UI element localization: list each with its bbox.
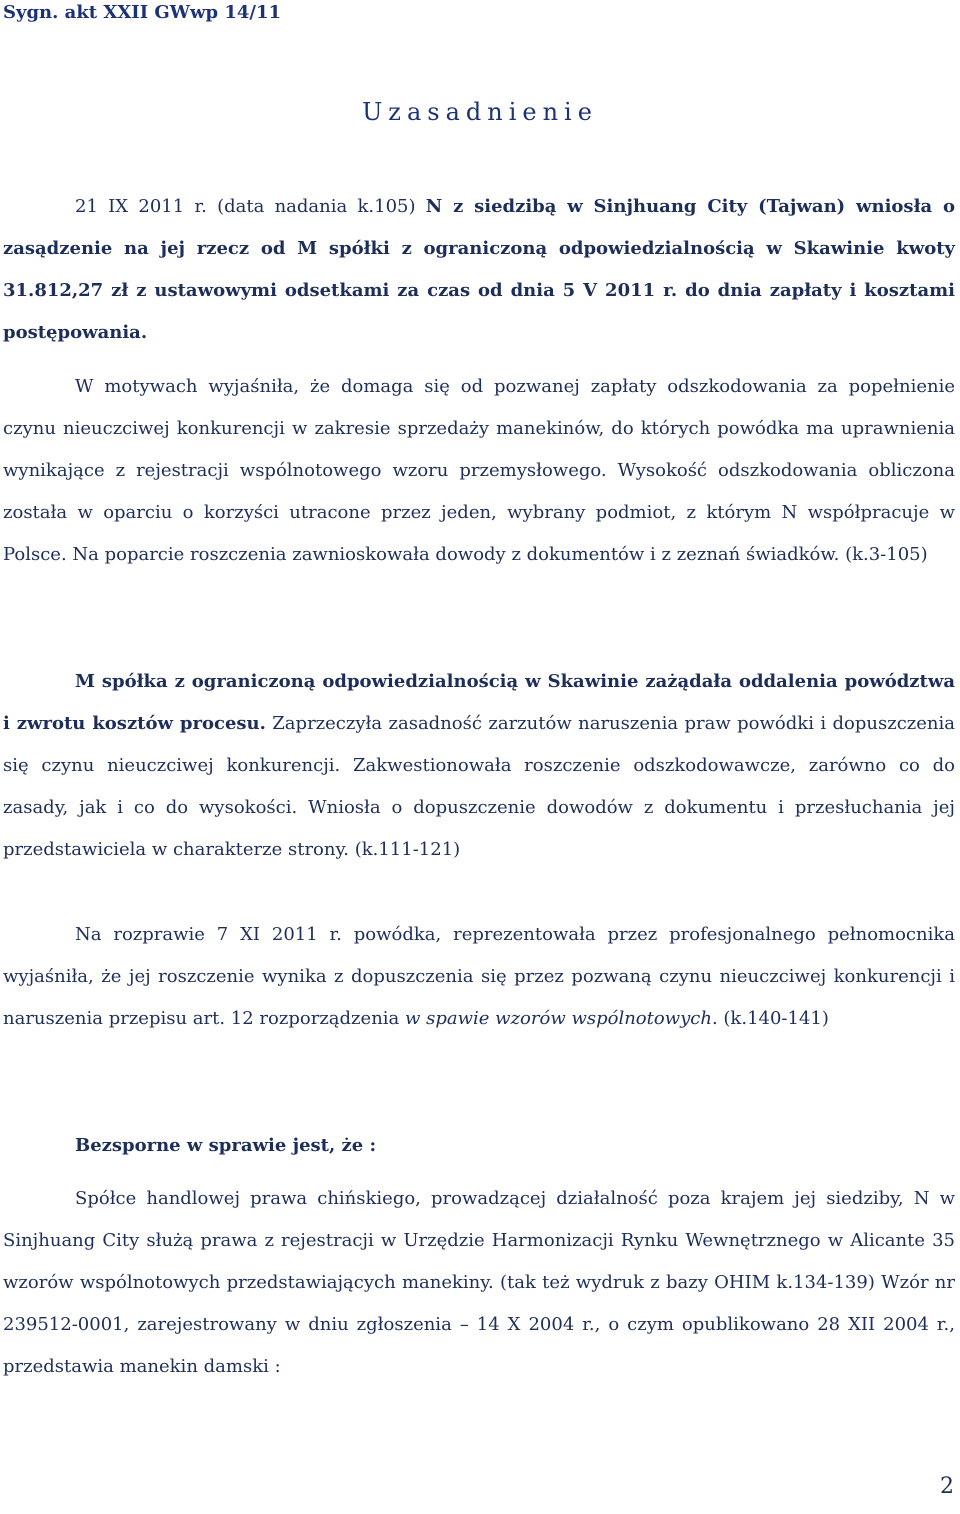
paragraph-claim: [3, 186, 955, 354]
paragraph-defendant: [3, 661, 955, 871]
defendant-plain-text: Zaprzeczyła zasadność zarzutów naruszenia praw powódki i dopuszczenia się czynu nieuczciwej konkurencji. Zakwestionowała roszczenie odszkodowawcze, zarówno co do zasady, jak i co do wysokości. Wniosła o dopuszczenie dowodów z dokumentu i przesłuchania jej przedstawiciela w charakterze strony. (k.111-121): [3, 713, 955, 860]
undisputed-heading-text: Bezsporne w sprawie jest, że :: [75, 1135, 377, 1156]
paragraph-facts: Spółce handlowej prawa chińskiego, prowadzącej działalność poza krajem jej siedziby, N w Sinjhuang City służą prawa z rejestracji w Urzędzie Harmonizacji Rynku Wewnętrznego w Alicante 35 wzorów wspólnotowych przedstawiających manekiny. (tak też wydruk z bazy OHIM k.134-139) Wzór nr 239512-0001, zarejestrowany w dniu zgłoszenia – 14 X 2004 r., o czym opublikowano 28 XII 2004 r., przedstawia manekin damski :: [3, 1188, 955, 1377]
hearing-plain-text: Na rozprawie 7 XI 2011 r. powódka, reprezentowała przez profesjonalnego pełnomocnika wyjaśniła, że jej roszczenie wynika z dopuszczenia się przez pozwaną czynu nieuczciwej konkurencji i naruszenia przepisu art. 12 rozporządzenia: [3, 924, 955, 1029]
paragraph-hearing: [3, 914, 955, 1040]
claim-bold-text: N z siedzibą w Sinjhuang City (Tajwan) wniosła o zasądzenie na jej rzecz od M spółki z ograniczoną odpowiedzialnością w Skawinie kwoty 31.812,27 zł z ustawowymi odsetkami za czas od dnia 5 V 2011 r. do dnia zapłaty i kosztami postępowania.: [3, 196, 955, 343]
claim-date-text: 21 IX 2011 r. (data nadania k.105): [75, 196, 426, 217]
case-signature: Sygn. akt XXII GWwp 14/11: [3, 2, 282, 23]
page-number: 2: [940, 1474, 954, 1499]
paragraph-undisputed-heading: [3, 1125, 955, 1167]
hearing-end-text: . (k.140-141): [711, 1008, 829, 1029]
hearing-italic-text: w spawie wzorów wspólnotowych: [405, 1008, 712, 1029]
paragraph-motives: W motywach wyjaśniła, że domaga się od pozwanej zapłaty odszkodowania za popełnienie czynu nieuczciwej konkurencji w zakresie sprzedaży manekinów, do których powódka ma uprawnienia wynikające z rejestracji wspólnotowego wzoru przemysłowego. Wysokość odszkodowania obliczona została w oparciu o korzyści utracone przez jeden, wybrany podmiot, z którym N współpracuje w Polsce. Na poparcie roszczenia zawnioskowała dowody z dokumentów i z zeznań świadków. (k.3-105): [3, 376, 955, 565]
document-heading: Uzasadnienie: [362, 98, 598, 126]
defendant-bold-text: M spółka z ograniczoną odpowiedzialnością w Skawinie zażądała oddalenia powództwa i zwrotu kosztów procesu.: [3, 671, 955, 734]
